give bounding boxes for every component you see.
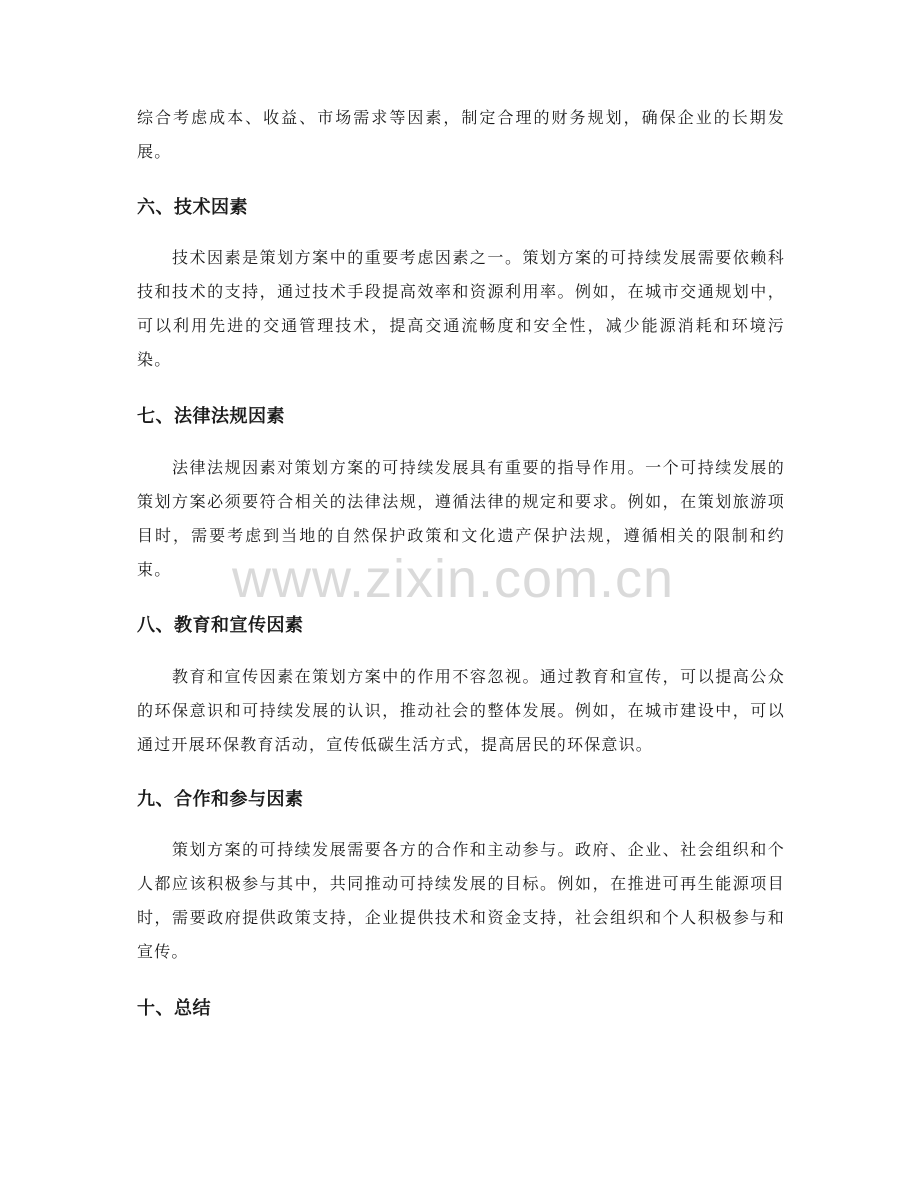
section-heading-summary: 十、总结 <box>137 998 211 1019</box>
section-heading-cooperation: 九、合作和参与因素 <box>137 789 304 810</box>
site-watermark: www.zixin.com.cn <box>232 549 675 609</box>
section-heading-education: 八、教育和宣传因素 <box>137 615 304 636</box>
section-heading-tech: 六、技术因素 <box>137 197 248 218</box>
section-body-education: 教育和宣传因素在策划方案中的作用不容忽视。通过教育和宣传，可以提高公众的环保意识和可持续发展的认识，推动社会的整体发展。例如，在城市建设中，可以通过开展环保教育活动，宣传低碳生活方式，提高居民的环保意识。 <box>137 667 785 754</box>
intro-paragraph-tail: 综合考虑成本、收益、市场需求等因素，制定合理的财务规划，确保企业的长期发展。 <box>137 108 785 161</box>
section-body-law: 法律法规因素对策划方案的可持续发展具有重要的指导作用。一个可持续发展的策划方案必须要符合相关的法律法规，遵循法律的规定和要求。例如，在策划旅游项目时，需要考虑到当地的自然保护政策和文化遗产保护法规，遵循相关的限制和约束。 <box>137 458 785 579</box>
section-body-cooperation: 策划方案的可持续发展需要各方的合作和主动参与。政府、企业、社会组织和个人都应该积极参与其中，共同推动可持续发展的目标。例如，在推进可再生能源项目时，需要政府提供政策支持，企业提供技术和资金支持，社会组织和个人积极参与和宣传。 <box>137 840 785 961</box>
section-body-tech: 技术因素是策划方案中的重要考虑因素之一。策划方案的可持续发展需要依赖科技和技术的支持，通过技术手段提高效率和资源利用率。例如，在城市交通规划中，可以利用先进的交通管理技术，提高交通流畅度和安全性，减少能源消耗和环境污染。 <box>137 248 785 369</box>
section-heading-law: 七、法律法规因素 <box>137 406 285 427</box>
